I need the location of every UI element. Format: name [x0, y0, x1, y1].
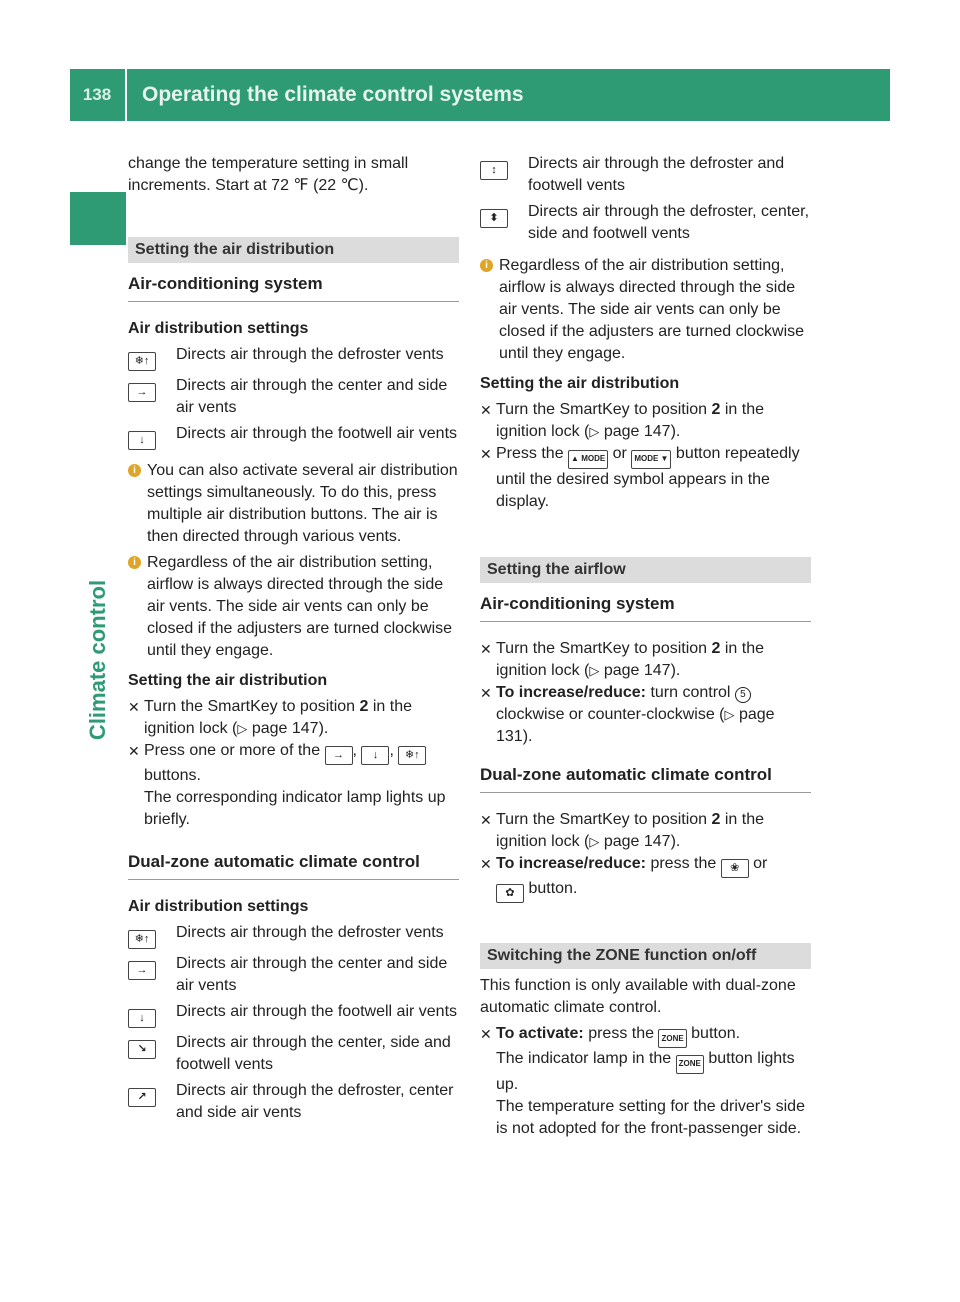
defrost-center-vent-icon: ↗ — [128, 1088, 156, 1107]
step-marker-icon: ✕ — [480, 1025, 492, 1042]
all-vents-icon: ⬍ — [480, 209, 508, 228]
footwell-vent-icon: ↓ — [128, 431, 156, 450]
body-paragraph: This function is only available with dual-zone automatic climate control. — [480, 976, 796, 1016]
defrost-vent-icon: ❄↑ — [128, 352, 156, 371]
right-column — [480, 153, 811, 1140]
section-band: Switching the ZONE function on/off — [480, 943, 811, 969]
setting-text: Directs air through the center, side and footwell vents — [176, 1034, 451, 1073]
info-note — [128, 552, 459, 662]
setting-text: Directs air through the defroster vents — [176, 346, 444, 363]
info-note — [480, 255, 811, 365]
control-number-icon: 5 — [735, 687, 751, 703]
step-marker-icon: ✕ — [128, 743, 140, 759]
info-text: Regardless of the air distribution setting, airflow is always directed through the side air vents. The side air vents can only be closed if the adjusters are turned clockwise until they engage. — [499, 257, 805, 362]
setting-row — [480, 153, 811, 197]
step: ✕ To increase/reduce: turn control 5 clockwise or counter-clockwise (▷ page 131). — [480, 682, 811, 748]
step: ✕ Press one or more of the → , ↓ , ❄↑ buttons. The corresponding indicator lamp lights up briefly. — [128, 740, 459, 831]
info-note — [128, 460, 459, 548]
setting-text: Directs air through the defroster, center and side air vents — [176, 1082, 454, 1121]
info-icon: i — [128, 556, 141, 569]
page-link[interactable]: page 131). — [496, 705, 775, 745]
page-link[interactable]: page 147). — [603, 661, 681, 679]
info-text: Regardless of the air distribution setting, airflow is always directed through the side air vents. The side air vents can only be closed if the adjusters are turned clockwise until they engage. — [147, 554, 453, 659]
intro-line: change the temperature setting in small — [128, 155, 409, 172]
section-heading: Air-conditioning system — [128, 273, 459, 302]
setting-row — [128, 922, 459, 949]
left-column — [128, 153, 459, 1124]
step-marker-icon: ✕ — [480, 855, 492, 872]
info-text: You can also activate several air distribution settings simultaneously. To do this, press multiple air distribution buttons. The air is then directed through various vents. — [147, 462, 458, 545]
subheading: Setting the air distribution — [128, 672, 328, 689]
page-link[interactable]: page 147). — [251, 720, 329, 737]
mode-down-icon: MODE ▼ — [631, 450, 671, 469]
setting-text: Directs air through the defroster and footwell vents — [528, 155, 785, 194]
page-ref-icon: ▷ — [589, 424, 600, 439]
info-icon: i — [480, 259, 493, 272]
step: ✕ Turn the SmartKey to position 2 in the ignition lock (▷ page 147). — [480, 399, 811, 443]
header-divider — [125, 69, 127, 121]
setting-row — [128, 1001, 459, 1028]
page-ref-icon: ▷ — [589, 833, 600, 849]
side-tab-label: Climate control — [85, 579, 110, 741]
zone-button-icon: ZONE — [658, 1029, 686, 1048]
page-link[interactable]: page 147). — [603, 423, 681, 440]
step-marker-icon: ✕ — [480, 446, 492, 462]
center-footwell-vent-icon: ↘ — [128, 1040, 156, 1059]
subheading: Air distribution settings — [128, 898, 309, 915]
step: ✕ Turn the SmartKey to position 2 in the ignition lock (▷ page 147). — [480, 638, 811, 682]
footwell-vent-icon: ↓ — [361, 746, 389, 765]
step: ✕ Turn the SmartKey to position 2 in the ignition lock (▷ page 147). — [128, 696, 459, 740]
setting-row — [480, 201, 811, 245]
center-vent-icon: → — [128, 383, 156, 402]
setting-text: Directs air through the center and side air vents — [176, 377, 448, 416]
setting-row — [128, 423, 459, 450]
page-number: 138 — [82, 85, 112, 104]
section-heading: Dual-zone automatic climate control — [480, 764, 811, 793]
fan-increase-icon: ❀ — [721, 859, 749, 878]
setting-row — [128, 344, 459, 371]
page-ref-icon: ▷ — [589, 662, 600, 678]
info-icon: i — [128, 464, 141, 477]
step: ✕ To increase/reduce: press the ❀ or ✿ button. — [480, 853, 811, 903]
step: ✕ Turn the SmartKey to position 2 in the ignition lock (▷ page 147). — [480, 809, 811, 853]
step: ✕ To activate: press the ZONE button. The indicator lamp in the ZONE button lights up. The temperature setting for the driver's side is not adopted for the front-passenger side. — [480, 1023, 811, 1140]
step-marker-icon: ✕ — [480, 402, 492, 418]
page-ref-icon: ▷ — [237, 721, 248, 736]
intro-line: increments. Start at 72 ℉ (22 ℃). — [128, 177, 369, 194]
fan-decrease-icon: ✿ — [496, 884, 524, 903]
subheading: Setting the air distribution — [480, 375, 680, 392]
setting-row — [128, 953, 459, 997]
setting-text: Directs air through the defroster vents — [176, 924, 444, 941]
setting-text: Directs air through the center and side air vents — [176, 955, 448, 994]
setting-row — [128, 375, 459, 419]
section-band: Setting the air distribution — [128, 237, 459, 263]
defrost-footwell-vent-icon: ↕ — [480, 161, 508, 180]
page-ref-icon: ▷ — [724, 706, 735, 722]
setting-row — [128, 1032, 459, 1076]
setting-text: Directs air through the defroster, center, side and footwell vents — [528, 203, 810, 242]
step-marker-icon: ✕ — [480, 640, 492, 657]
page-title: Operating the climate control systems — [142, 83, 524, 106]
setting-row — [128, 1080, 459, 1124]
page-link[interactable]: page 147). — [603, 832, 681, 850]
section-band: Setting the airflow — [480, 557, 811, 583]
subheading: Air distribution settings — [128, 320, 309, 337]
setting-text: Directs air through the footwell air vents — [176, 425, 458, 442]
zone-button-icon: ZONE — [676, 1055, 704, 1074]
center-vent-icon: → — [128, 961, 156, 980]
defrost-vent-icon: ❄↑ — [398, 746, 426, 765]
step-marker-icon: ✕ — [480, 811, 492, 828]
center-vent-icon: → — [325, 746, 353, 765]
section-heading: Dual-zone automatic climate control — [128, 851, 459, 880]
step-marker-icon: ✕ — [128, 699, 140, 715]
step-marker-icon: ✕ — [480, 684, 492, 701]
mode-up-icon: ▲ MODE — [568, 450, 608, 469]
setting-text: Directs air through the footwell air vents — [176, 1003, 458, 1020]
footwell-vent-icon: ↓ — [128, 1009, 156, 1028]
step: ✕ Press the ▲ MODE or MODE ▼ button repeatedly until the desired symbol appears in the display. — [480, 443, 811, 513]
side-tab-marker — [70, 192, 126, 245]
defrost-vent-icon: ❄↑ — [128, 930, 156, 949]
section-heading: Air-conditioning system — [480, 593, 811, 622]
